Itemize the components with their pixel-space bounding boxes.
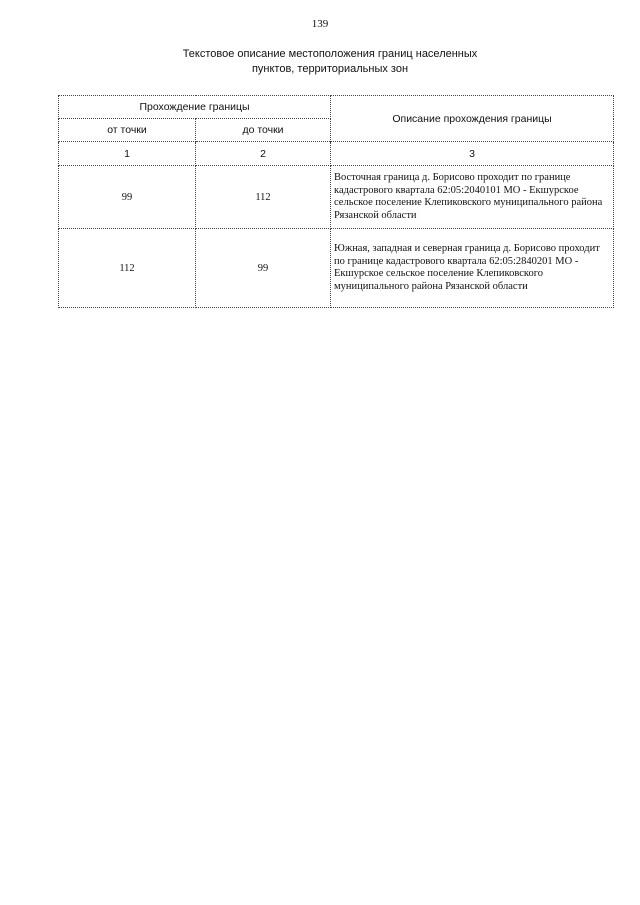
row-description: Южная, западная и северная граница д. Борисово проходит по границе кадастрового квартала 62:05:2840201 МО - Екшурское сельское поселение Клепиковского муниципального района Рязанской области xyxy=(331,229,614,308)
header-description: Описание прохождения границы xyxy=(331,96,614,142)
boundary-table xyxy=(58,95,614,308)
column-index-2: 2 xyxy=(196,142,331,166)
column-index-row xyxy=(59,142,614,166)
header-passage: Прохождение границы xyxy=(59,96,331,119)
row-from-point: 112 xyxy=(59,229,196,308)
row-description: Восточная граница д. Борисово проходит по границе кадастрового квартала 62:05:2040101 МО - Екшурское сельское поселение Клепиковского муниципального района Рязанской области xyxy=(331,166,614,229)
row-to-point: 112 xyxy=(196,166,331,229)
document-title xyxy=(120,47,540,77)
row-from-point: 99 xyxy=(59,166,196,229)
column-index-3: 3 xyxy=(331,142,614,166)
table-row xyxy=(59,229,614,308)
page-number: 139 xyxy=(311,18,329,30)
title-line-1: Текстовое описание местоположения границ населенных xyxy=(182,48,478,60)
title-line-2: пунктов, территориальных зон xyxy=(251,63,409,75)
row-to-point: 99 xyxy=(196,229,331,308)
table-row xyxy=(59,166,614,229)
header-row xyxy=(59,96,614,119)
header-to-point: до точки xyxy=(196,119,331,142)
column-index-1: 1 xyxy=(59,142,196,166)
header-from-point: от точки xyxy=(59,119,196,142)
